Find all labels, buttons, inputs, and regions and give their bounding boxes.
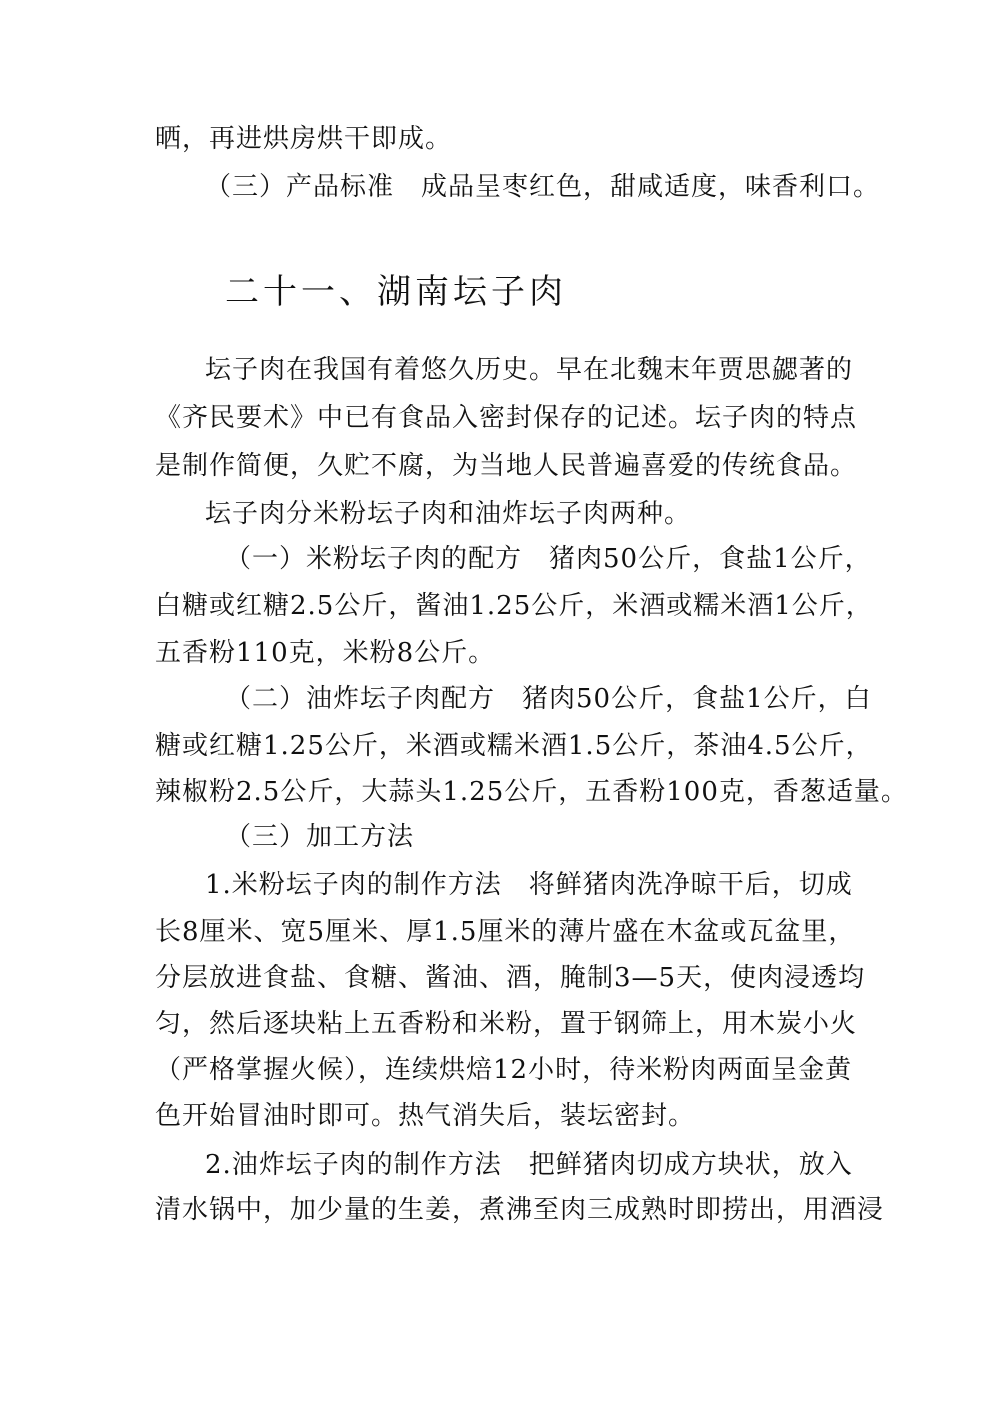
text-line: 晒，再进烘房烘干即成。 — [155, 124, 453, 154]
text-line: （严格掌握火候），连续烘焙12小时，待米粉肉两面呈金黄 — [155, 1055, 853, 1085]
text-line: 糖或红糖1.25公斤，米酒或糯米酒1.5公斤，茶油4.5公斤， — [155, 731, 873, 761]
text-line: 匀，然后逐块粘上五香粉和米粉，置于钢筛上，用木炭小火 — [155, 1009, 858, 1039]
text-line: 2.油炸坛子肉的制作方法 把鲜猪肉切成方块状，放入 — [205, 1150, 853, 1180]
text-line: 坛子肉分米粉坛子肉和油炸坛子肉两种。 — [205, 499, 692, 529]
text-line: （三）加工方法 — [225, 822, 415, 852]
text-line: （三）产品标准 成品呈枣红色，甜咸适度，味香利口。 — [205, 172, 881, 202]
text-line: 清水锅中，加少量的生姜，煮沸至肉三成熟时即捞出，用酒浸 — [155, 1195, 885, 1225]
text-line: 白糖或红糖2.5公斤，酱油1.25公斤，米酒或糯米酒1公斤， — [155, 591, 873, 621]
text-line: 长8厘米、宽5厘米、厚1.5厘米的薄片盛在木盆或瓦盆里， — [155, 917, 856, 947]
text-line: 是制作简便，久贮不腐，为当地人民普遍喜爱的传统食品。 — [155, 451, 858, 481]
text-line: 分层放进食盐、食糖、酱油、酒，腌制3—5天，使肉浸透均 — [155, 963, 866, 993]
section-heading: 二十一、湖南坛子肉 — [225, 272, 567, 312]
text-line: （一）米粉坛子肉的配方 猪肉50公斤，食盐1公斤， — [225, 544, 872, 574]
text-line: 《齐民要术》中已有食品入密封保存的记述。坛子肉的特点 — [155, 403, 858, 433]
text-line: 1.米粉坛子肉的制作方法 将鲜猪肉洗净晾干后，切成 — [205, 870, 853, 900]
text-line: 辣椒粉2.5公斤，大蒜头1.25公斤，五香粉100克，香葱适量。 — [155, 777, 908, 807]
text-line: 色开始冒油时即可。热气消失后，装坛密封。 — [155, 1101, 696, 1131]
text-line: 坛子肉在我国有着悠久历史。早在北魏末年贾思勰著的 — [205, 355, 854, 385]
text-line: 五香粉110克，米粉8公斤。 — [155, 638, 496, 668]
text-line: （二）油炸坛子肉配方 猪肉50公斤，食盐1公斤，白 — [225, 684, 872, 714]
